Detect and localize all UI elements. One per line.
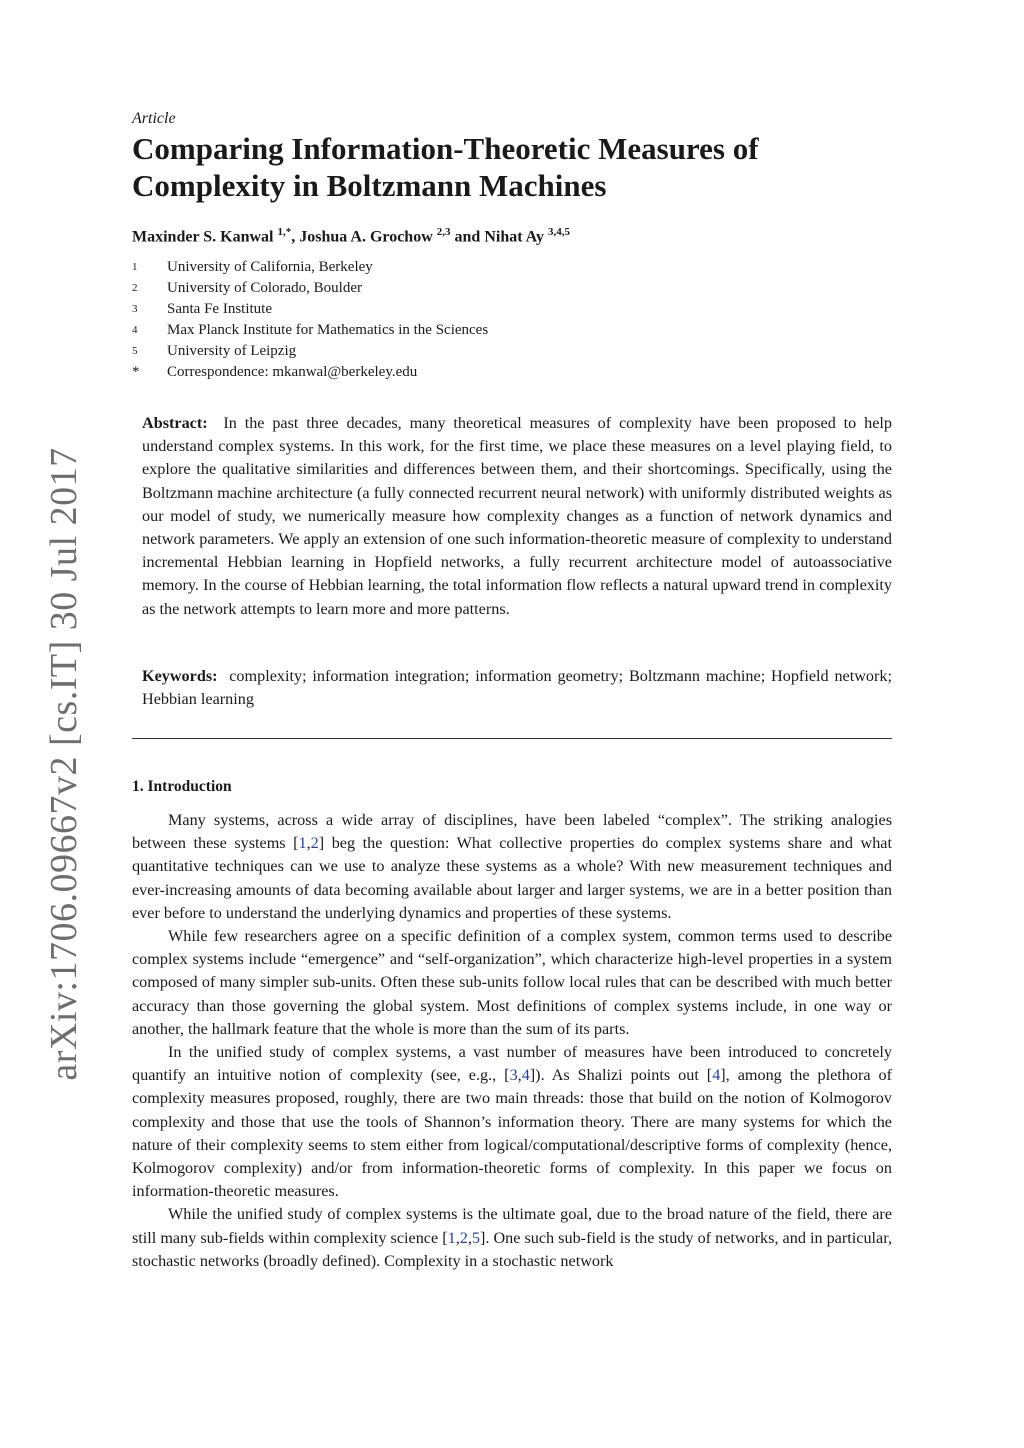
paragraph-text: ,: [517, 1066, 522, 1085]
section-divider: [132, 738, 892, 739]
paragraph-text: Many systems, across a wide array of disciplines, have been labeled “complex”. The striking analogies between these systems [: [132, 811, 892, 853]
author-affil-sup: 3,4,5: [548, 226, 571, 238]
correspondence-item: [132, 362, 488, 383]
correspondence-text: Correspondence: mkanwal@berkeley.edu: [167, 364, 418, 380]
citation-link[interactable]: 3: [509, 1066, 518, 1085]
author-affil-sup: 1,*: [277, 226, 292, 238]
citation-link[interactable]: 1: [447, 1228, 456, 1247]
affiliation-item: [132, 257, 488, 278]
abstract-text: In the past three decades, many theoretical measures of complexity have been proposed to help understand complex systems. In this work, for the first time, we place these measures on a level playing field, to explore the qualitative similarities and differences between them, and their shortcomings. Specifically, using the Boltzmann machine architecture (a fully connected recurrent neural network) with uniformly distributed weights as our model of study, we numerically measure how complexity changes as a function of network dynamics and network parameters. We apply an extension of one such information-theoretic measure of complexity to understand incremental Hebbian learning in Hopfield networks, a fully recurrent architecture model of autoassociative memory. In the course of Hebbian learning, the total information flow reflects a natural upward trend in complexity as the network attempts to learn more and more patterns.: [142, 414, 892, 618]
citation-link[interactable]: 5: [471, 1228, 480, 1247]
body-paragraph: [132, 1203, 892, 1273]
paragraph-text: ,: [467, 1228, 472, 1247]
body-paragraph: [132, 925, 892, 1041]
paragraph-text: While few researchers agree on a specific definition of a complex system, common terms used to describe complex systems include “emergence” and “self-organization”, which characterize high-level properties in a system composed of many simpler sub-units. Often these sub-units follow local rules that can be described with much better accuracy than those governing the global system. Most definitions of complex systems include, in one way or another, the hallmark feature that the whole is more than the sum of its parts.: [132, 927, 892, 1038]
affiliation-text: Santa Fe Institute: [167, 301, 272, 317]
citation-link[interactable]: 4: [521, 1066, 530, 1085]
affiliation-text: Max Planck Institute for Mathematics in the Sciences: [167, 322, 489, 338]
author-name: Joshua A. Grochow: [299, 228, 433, 246]
citation-link[interactable]: 2: [459, 1228, 468, 1247]
affiliation-number: 1: [132, 261, 138, 273]
affiliation-item: [132, 299, 488, 320]
author-sep: ,: [291, 228, 300, 246]
citation-link[interactable]: 2: [310, 834, 319, 853]
keywords-label: Keywords:: [142, 667, 218, 685]
abstract-label: Abstract:: [142, 414, 208, 432]
author-name: Maxinder S. Kanwal: [132, 228, 274, 246]
paragraph-text: ], among the plethora of complexity measures proposed, roughly, there are two main threads: those that build on the notion of Kolmogorov complexity and those that use the tools of Shannon’s information theory. There are many systems for which the nature of their complexity seems to stem either from logical/computational/descriptive forms of complexity (hence, Kolmogorov complexity) and/or from information-theoretic forms of complexity. In this paper we focus on information-theoretic measures.: [132, 1066, 892, 1201]
paragraph-text: ] beg the question: What collective properties do complex systems share and what quantitative techniques can we use to analyze these systems as a whole? With new measurement techniques and ever-increasing amounts of data becoming available about larger and larger systems, we are in a better position than ever before to understand the underlying dynamics and properties of these systems.: [132, 834, 892, 922]
body-paragraph: [132, 1041, 892, 1203]
citation-link[interactable]: 4: [712, 1066, 721, 1085]
paper-title: Comparing Information-Theoretic Measures of Complexity in Boltzmann Machines: [132, 131, 759, 203]
paragraph-text: In the unified study of complex systems, a vast number of measures have been introduced to concretely quantify an intuitive notion of complexity (see, e.g., [: [132, 1043, 892, 1085]
keywords-text: complexity; information integration; information geometry; Boltzmann machine; Hopfield network; Hebbian learning: [142, 667, 892, 709]
author-sep: and: [450, 228, 485, 246]
paragraph-text: ,: [306, 834, 311, 853]
paragraph-text: ]. One such sub-field is the study of networks, and in particular, stochastic networks (broadly defined). Complexity in a stochastic network: [132, 1228, 893, 1270]
affiliation-number: 3: [132, 303, 138, 315]
correspondence-marker: *: [132, 364, 140, 380]
introduction-body: [132, 809, 892, 1273]
affiliation-text: University of California, Berkeley: [167, 259, 373, 275]
affiliation-number: 2: [132, 282, 138, 294]
author-affil-sup: 2,3: [436, 226, 451, 238]
affiliation-list: [132, 257, 488, 383]
affiliation-item: [132, 278, 488, 299]
citation-link[interactable]: 1: [298, 834, 307, 853]
affiliation-text: University of Colorado, Boulder: [167, 280, 362, 296]
paragraph-text: ,: [455, 1228, 460, 1247]
affiliation-item: [132, 320, 488, 341]
keywords: [142, 665, 892, 711]
section-heading: 1. Introduction: [132, 778, 232, 795]
author-list: [132, 226, 570, 246]
paragraph-text: ]). As Shalizi points out [: [529, 1066, 713, 1085]
affiliation-number: 4: [132, 324, 138, 336]
affiliation-item: [132, 341, 488, 362]
affiliation-number: 5: [132, 345, 138, 357]
affiliation-text: University of Leipzig: [167, 343, 297, 359]
body-paragraph: [132, 809, 892, 925]
arxiv-identifier: arXiv:1706.09667v2 [cs.IT] 30 Jul 2017: [43, 447, 85, 1081]
abstract: [142, 412, 892, 621]
article-type-label: Article: [132, 110, 176, 127]
paragraph-text: While the unified study of complex systems is the ultimate goal, due to the broad nature of the field, there are still many sub-fields within complexity science [: [132, 1205, 892, 1247]
author-name: Nihat Ay: [484, 228, 545, 246]
